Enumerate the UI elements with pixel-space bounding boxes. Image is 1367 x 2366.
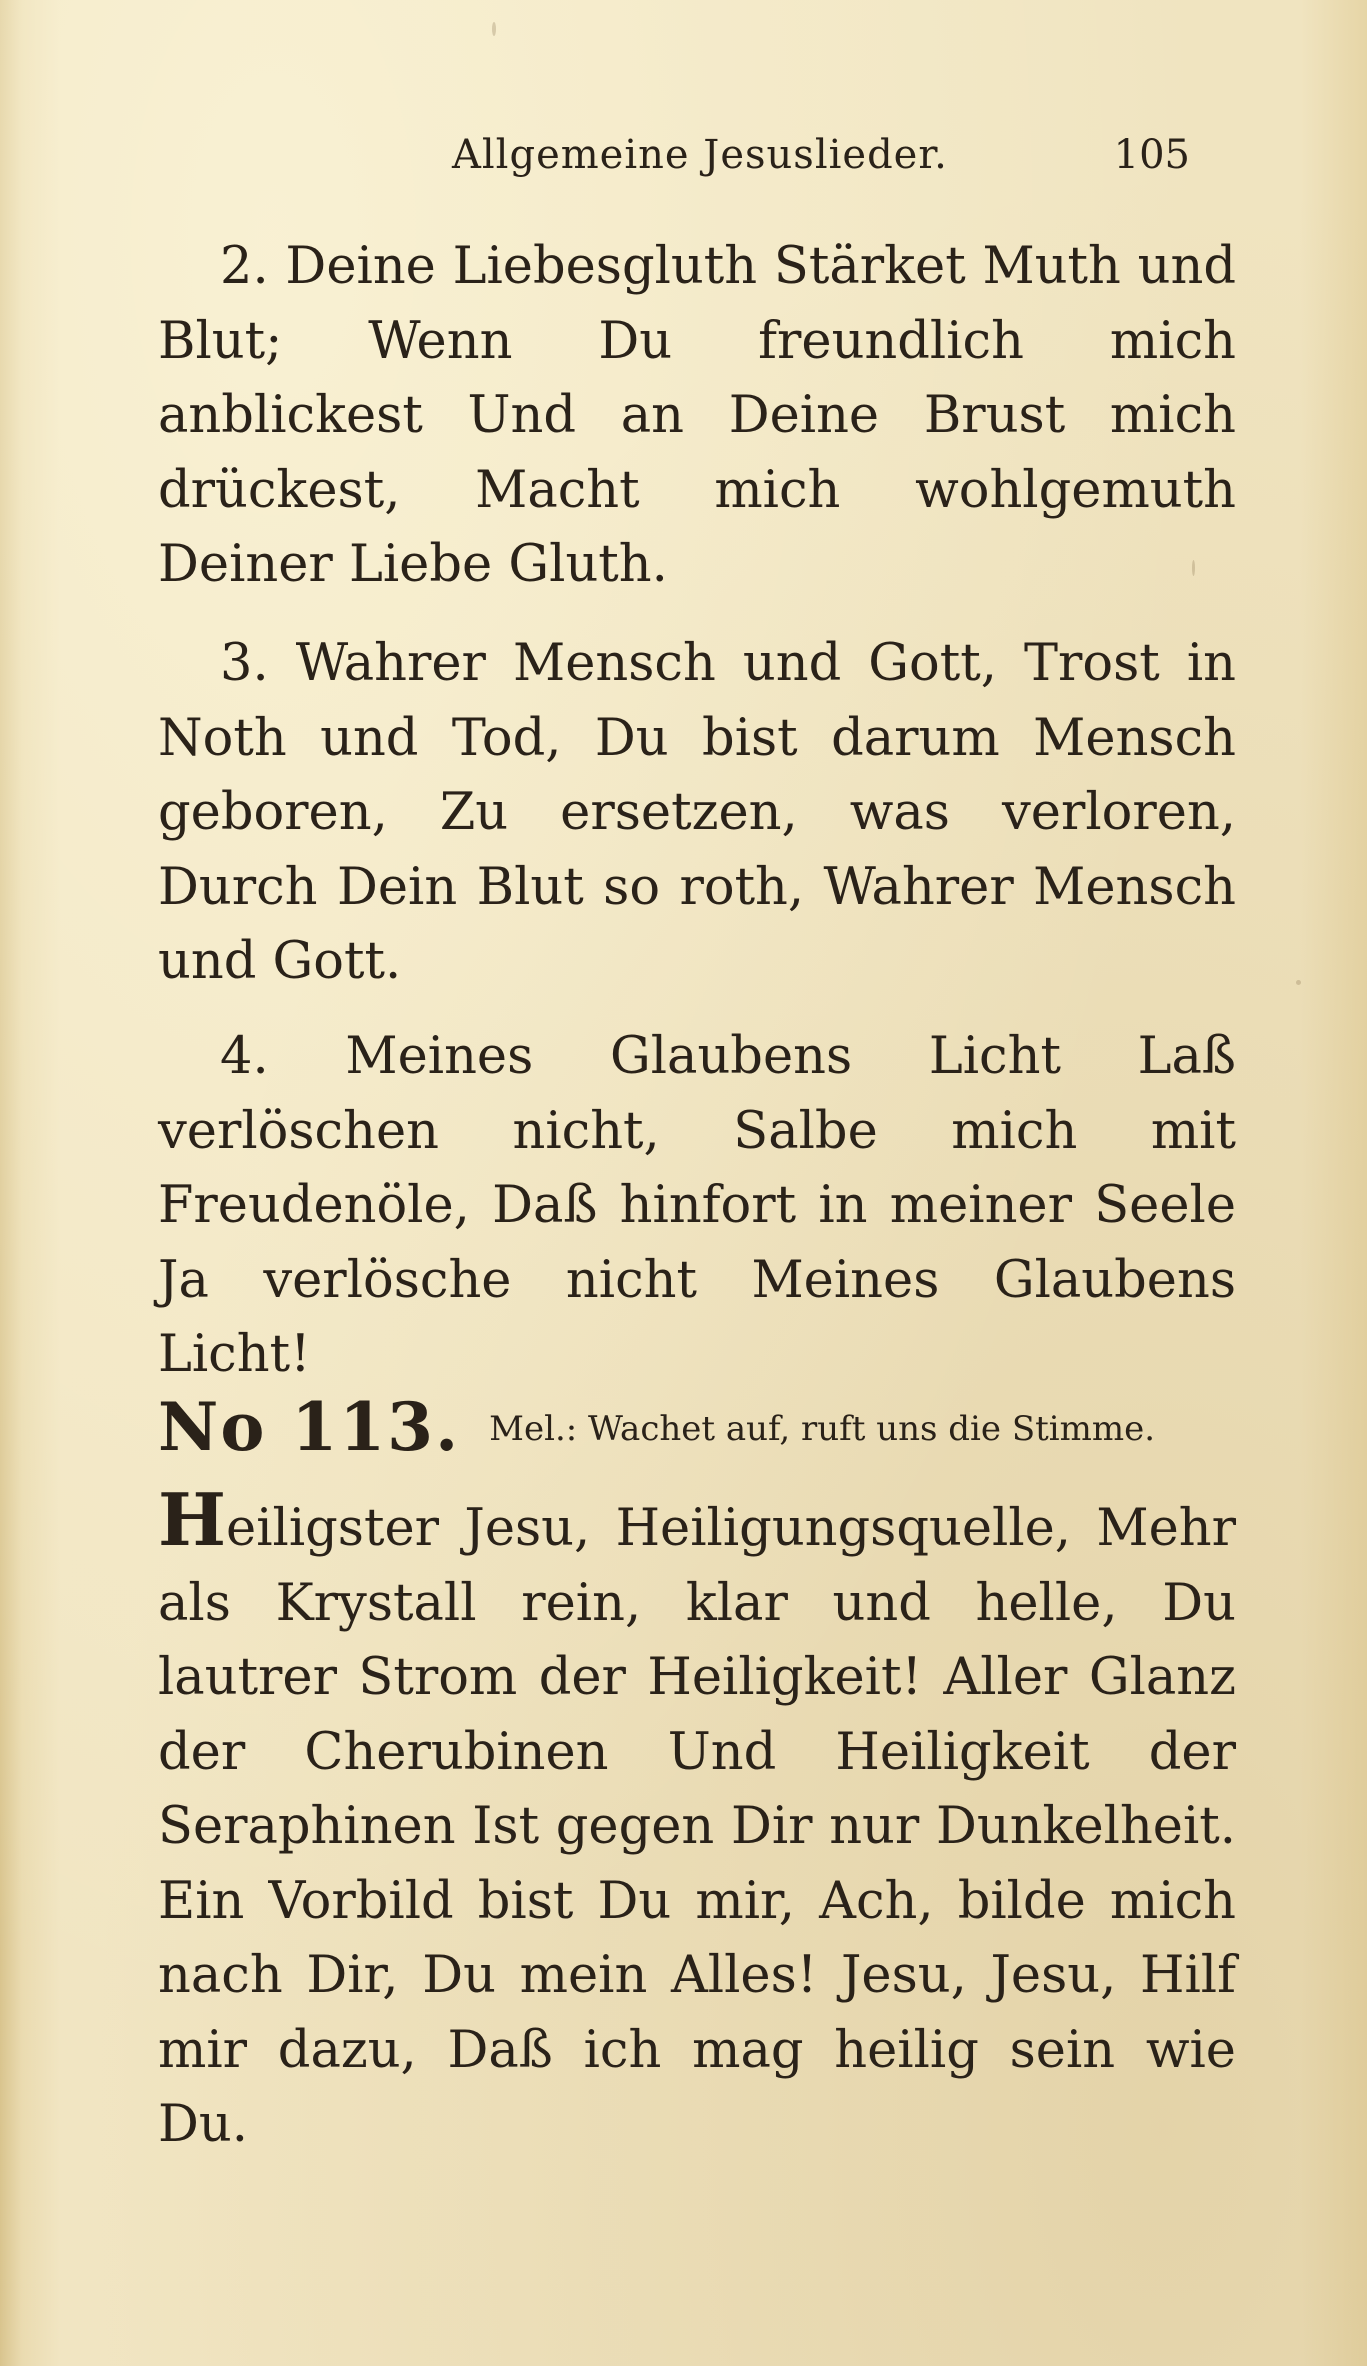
drop-cap: H (158, 1477, 227, 1562)
page-number: 105 (1113, 132, 1190, 178)
paper-speck (1296, 980, 1301, 985)
hymn-body: eiligster Jesu, Heiligungsquelle, Mehr als Krystall rein, klar und helle, Du lautrer Strom der Heiligkeit! Aller Glanz der Cherubinen Und Heiligkeit der Seraphinen Ist gegen Dir nur Dunkelheit. Ein Vorbild bist Du mir, Ach, bilde mich nach Dir, Du mein Alles! Jesu, Jesu, Hilf mir dazu, Daß ich mag heilig sein wie Du. (158, 1499, 1236, 2154)
running-title: Allgemeine Jesuslieder. (452, 132, 948, 178)
paper-speck (492, 22, 496, 36)
verse-4: 4. Meines Glaubens Licht Laß verlöschen nicht, Salbe mich mit Freudenöle, Daß hinfort in meiner Seele Ja verlösche nicht Meines Glaubens Licht! (158, 1027, 1236, 1384)
hymn-heading (158, 1388, 1236, 1468)
paper-speck (1192, 560, 1195, 576)
hymn-text (158, 1477, 1236, 2163)
verse-2: 2. Deine Liebesgluth Stärket Muth und Blut; Wenn Du freundlich mich anblickest Und an Deine Brust mich drückest, Macht mich wohlgemuth Deiner Liebe Gluth. (158, 237, 1236, 594)
verse-3: 3. Wahrer Mensch und Gott, Trost in Noth und Tod, Du bist darum Mensch geboren, Zu ersetzen, was verloren, Durch Dein Blut so roth, Wahrer Mensch und Gott. (158, 634, 1236, 991)
melody-note: Mel.: Wachet auf, ruft uns die Stimme. (489, 1409, 1156, 1449)
hymn-number: No 113. (158, 1388, 461, 1466)
page-header (160, 132, 1190, 192)
